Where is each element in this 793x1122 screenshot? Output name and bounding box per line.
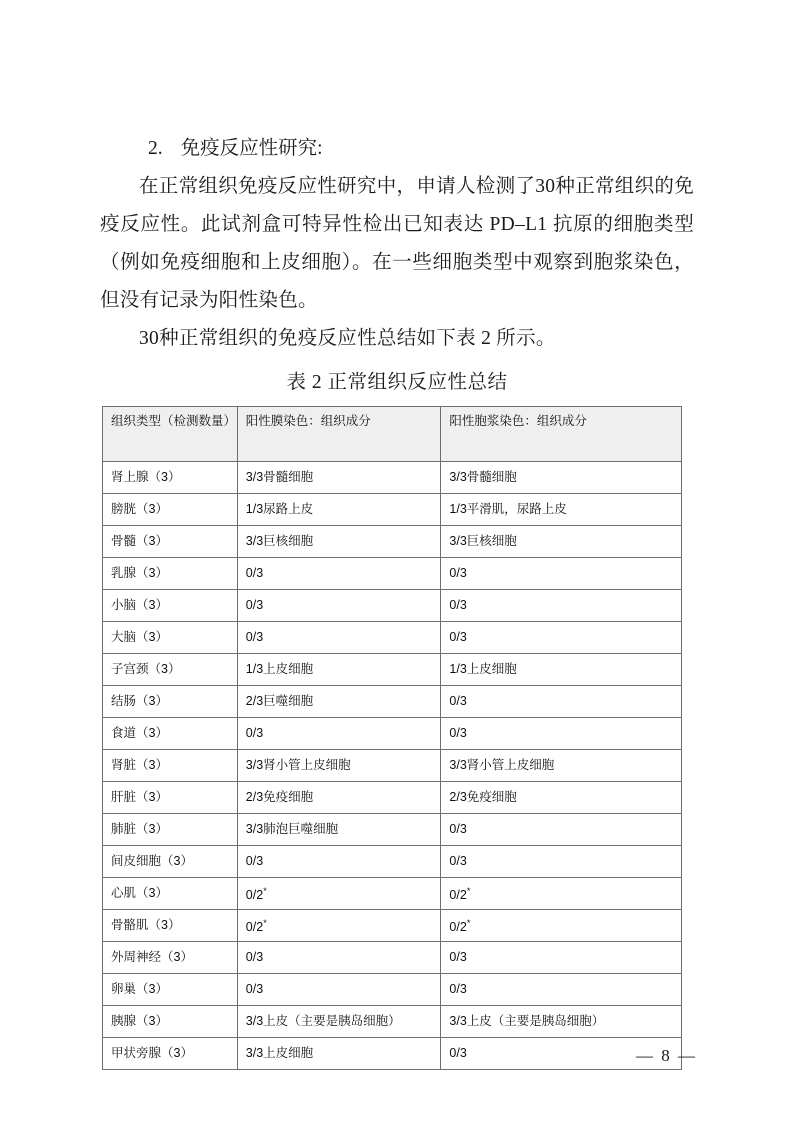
table-cell: 0/3 [237, 622, 441, 654]
table-row [103, 1038, 682, 1070]
table-cell: 0/3 [441, 974, 682, 1006]
table-row [103, 622, 682, 654]
table-cell: 膀胱（3） [103, 494, 238, 526]
table-row [103, 686, 682, 718]
table-cell: 0/2* [441, 878, 682, 910]
table-cell: 1/3尿路上皮 [237, 494, 441, 526]
table-header-row [103, 407, 682, 462]
footnote-marker: * [263, 917, 267, 928]
section-heading-text: 免疫反应性研究: [180, 138, 323, 159]
tissue-reactivity-table [102, 406, 682, 1070]
table-cell: 0/3 [441, 622, 682, 654]
table-row [103, 814, 682, 846]
table-row [103, 782, 682, 814]
table-cell: 心肌（3） [103, 878, 238, 910]
table-cell: 卵巢（3） [103, 974, 238, 1006]
table-row [103, 590, 682, 622]
table-cell: 0/3 [237, 718, 441, 750]
column-header-cytoplasmic-staining: 阳性胞浆染色：组织成分 [441, 407, 682, 462]
table-row [103, 910, 682, 942]
table-cell: 2/3免疫细胞 [237, 782, 441, 814]
table-row [103, 878, 682, 910]
table-cell: 结肠（3） [103, 686, 238, 718]
table-cell: 外周神经（3） [103, 942, 238, 974]
table-cell: 食道（3） [103, 718, 238, 750]
table-cell: 3/3肾小管上皮细胞 [441, 750, 682, 782]
table-cell: 0/3 [441, 814, 682, 846]
table-cell: 3/3骨髓细胞 [237, 462, 441, 494]
table-cell: 1/3上皮细胞 [441, 654, 682, 686]
table-cell: 肾脏（3） [103, 750, 238, 782]
table-cell: 0/3 [441, 558, 682, 590]
page-number: — 8 — [636, 1046, 697, 1065]
table-cell: 3/3巨核细胞 [441, 526, 682, 558]
footnote-marker: * [263, 885, 267, 896]
table-cell: 3/3骨髓细胞 [441, 462, 682, 494]
table-row [103, 558, 682, 590]
table-cell: 肾上腺（3） [103, 462, 238, 494]
table-cell: 胰腺（3） [103, 1006, 238, 1038]
table-cell: 0/3 [237, 558, 441, 590]
table-cell: 3/3巨核细胞 [237, 526, 441, 558]
table-cell: 0/3 [441, 1038, 682, 1070]
table-cell: 3/3上皮（主要是胰岛细胞） [237, 1006, 441, 1038]
table-cell: 间皮细胞（3） [103, 846, 238, 878]
table-cell: 0/3 [441, 942, 682, 974]
table-cell: 大脑（3） [103, 622, 238, 654]
footnote-marker: * [466, 885, 471, 896]
table-row [103, 846, 682, 878]
footnote-marker: * [466, 917, 471, 928]
column-header-tissue-type: 组织类型（检测数量） [103, 407, 238, 462]
table-cell: 0/3 [237, 942, 441, 974]
table-cell: 甲状旁腺（3） [103, 1038, 238, 1070]
table-cell: 骨髓（3） [103, 526, 238, 558]
table-cell: 肝脏（3） [103, 782, 238, 814]
column-header-membrane-staining: 阳性膜染色：组织成分 [237, 407, 441, 462]
table-row [103, 526, 682, 558]
table-cell: 0/3 [441, 590, 682, 622]
table-cell: 小脑（3） [103, 590, 238, 622]
table-body [103, 462, 682, 1070]
table-cell: 3/3上皮（主要是胰岛细胞） [441, 1006, 682, 1038]
table-cell: 子宫颈（3） [103, 654, 238, 686]
table-cell: 乳腺（3） [103, 558, 238, 590]
table-row [103, 942, 682, 974]
table-row [103, 750, 682, 782]
table-caption: 表 2 正常组织反应性总结 [286, 372, 508, 393]
page-content [100, 130, 694, 1070]
table-cell: 0/3 [441, 686, 682, 718]
table-cell: 肺脏（3） [103, 814, 238, 846]
table-cell: 0/3 [237, 846, 441, 878]
table-row [103, 974, 682, 1006]
table-row [103, 718, 682, 750]
table-cell: 3/3上皮细胞 [237, 1038, 441, 1070]
paragraph-1: 在正常组织免疫反应性研究中，申请人检测了30种正常组织的免疫反应性。此试剂盒可特异性检出已知表达 PD–L1 抗原的细胞类型（例如免疫细胞和上皮细胞）。在一些细胞类型中观察到胞浆染色，但没有记录为阳性染色。 [100, 176, 694, 311]
section-number: 2. [148, 138, 163, 159]
table-cell: 2/3巨噬细胞 [237, 686, 441, 718]
table-cell: 3/3肾小管上皮细胞 [237, 750, 441, 782]
table-cell: 0/3 [237, 590, 441, 622]
table-cell: 骨骼肌（3） [103, 910, 238, 942]
table-cell: 0/2* [237, 878, 441, 910]
table-cell: 3/3肺泡巨噬细胞 [237, 814, 441, 846]
table-row [103, 494, 682, 526]
paragraph-2: 30种正常组织的免疫反应性总结如下表 2 所示。 [139, 328, 556, 349]
table-cell: 1/3平滑肌，尿路上皮 [441, 494, 682, 526]
table-cell: 0/2* [441, 910, 682, 942]
table-row [103, 1006, 682, 1038]
table-cell: 0/3 [441, 718, 682, 750]
table-cell: 1/3上皮细胞 [237, 654, 441, 686]
table-row [103, 654, 682, 686]
table-row [103, 462, 682, 494]
table-cell: 0/3 [237, 974, 441, 1006]
section-heading-line [100, 130, 694, 168]
table-cell: 0/3 [441, 846, 682, 878]
table-cell: 2/3免疫细胞 [441, 782, 682, 814]
table-cell: 0/2* [237, 910, 441, 942]
